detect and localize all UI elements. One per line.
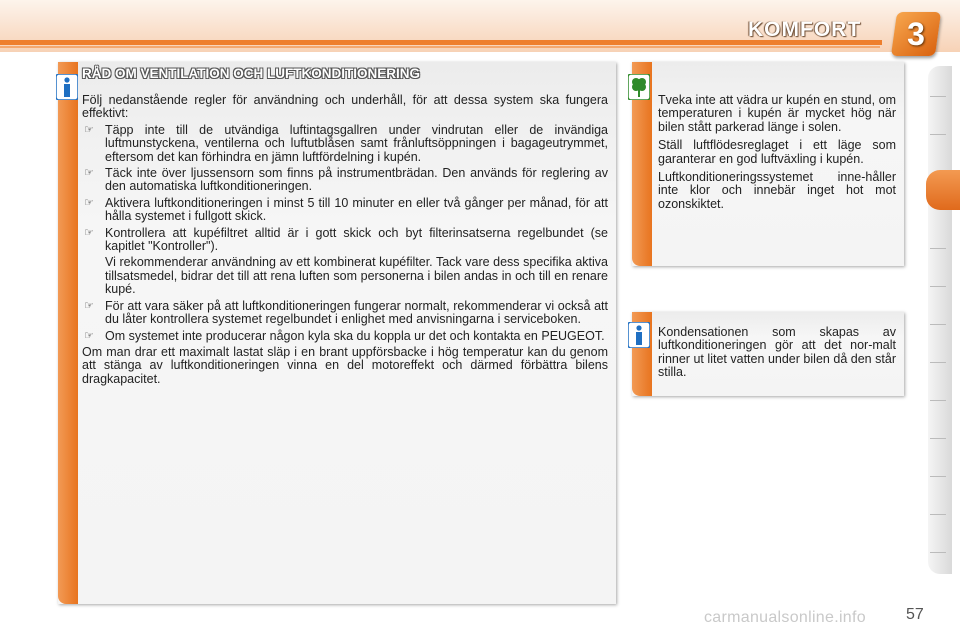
list-item: ☞ Kontrollera att kupéfiltret alltid är i gott skick och byt filterinsatserna regelbundet (se kapitlet "Kontroller"). (84, 225, 608, 254)
chapter-tab-active[interactable] (926, 170, 960, 210)
chapter-tab[interactable] (930, 438, 946, 439)
chapter-tab[interactable] (930, 552, 946, 553)
chapter-tab[interactable] (930, 286, 946, 287)
pointing-hand-icon: ☞ (84, 226, 94, 239)
watermark: carmanualsonline.info (704, 609, 866, 626)
chapter-tab[interactable] (930, 248, 946, 249)
eco-tip-paragraph: Ställ luftflödesreglaget i ett läge som garanterar en god luftväxling i kupén. (658, 138, 896, 166)
panel-accent-bar (58, 62, 78, 604)
page-number: 57 (906, 606, 924, 623)
eco-tip-paragraph: Tveka inte att vädra ur kupén en stund, om temperaturen i kupén är mycket hög när bilen stått parkerad länge i solen. (658, 93, 896, 134)
chapter-tab[interactable] (930, 324, 946, 325)
chapter-title: KOMFORT (748, 18, 862, 41)
list-item: ☞ Täpp inte till de utvändiga luftintagsgallren under vindrutan eller de invändiga luftmunstyckena, ventilerna och luftutblåsen samt frånluftsöppningen i bagageutrymmet, eftersom det kan förhindra en jämn luftfördelning i kupén. (84, 122, 608, 164)
chapter-tab-rail (928, 66, 952, 574)
condensation-info-text: Kondensationen som skapas av luftkonditioneringen gör att det nor-malt rinner ut litet vatten under bilen då den står stilla. (658, 325, 896, 380)
list-item: ☞ Täck inte över ljussensorn som finns på instrumentbrädan. Den används för reglering av den automatiska luftkonditioneringen. (84, 166, 608, 194)
section-heading: RÅD OM VENTILATION OCH LUFTKONDITIONERING (82, 66, 420, 81)
chapter-tab[interactable] (930, 362, 946, 363)
chapter-tab[interactable] (930, 134, 946, 135)
eco-tip-body (658, 94, 896, 216)
main-body (82, 94, 608, 389)
info-icon (56, 74, 78, 100)
pointing-hand-icon: ☞ (84, 196, 94, 209)
chapter-tab[interactable] (930, 96, 946, 97)
closing-paragraph: Om man drar ett maximalt lastat släp i en brant uppförsbacke i hög temperatur kan du genom att stänga av luftkonditioneringen vinna en del motoreffekt och därmed förbättra bilens dragkapacitet. (82, 344, 608, 386)
intro-paragraph: Följ nedanstående regler för användning och underhåll, för att dessa system ska fungera effektivt: (82, 93, 608, 121)
eco-tip-paragraph: Luftkonditioneringssystemet inne-håller inte klor och innebär inget hot mot ozonskiktet. (658, 170, 896, 211)
chapter-tab[interactable] (930, 514, 946, 515)
clover-icon (628, 74, 650, 100)
list-item: ☞ Aktivera luftkonditioneringen i minst 5 till 10 minuter en eller två gånger per månad, för att hålla systemet i fullgott skick. (84, 195, 608, 224)
chapter-tab[interactable] (930, 476, 946, 477)
chapter-tab[interactable] (930, 400, 946, 401)
list-item: ☞ För att vara säker på att luftkonditioneringen fungerar normalt, rekommenderar vi också att du låter kontrollera systemet regelbundet i enlighet med anvisningarna i serviceboken. (84, 298, 608, 327)
list-item: ☞ Om systemet inte producerar någon kyla ska du koppla ur det och kontakta en PEUGEOT. (84, 328, 605, 343)
header-stripe-secondary (0, 46, 880, 48)
pointing-hand-icon: ☞ (84, 329, 94, 342)
chapter-number: 3 (907, 16, 925, 52)
pointing-hand-icon: ☞ (84, 299, 94, 312)
pointing-hand-icon: ☞ (84, 123, 94, 136)
filter-note: Vi rekommenderar användning av ett kombinerat kupéfilter. Tack vare dess specifika aktiva tillsatsmedel, bidrar det till att rena luften som personerna i bilen andas in och till en renare kupé. (105, 255, 608, 297)
info-icon (628, 322, 650, 348)
pointing-hand-icon: ☞ (84, 167, 94, 180)
